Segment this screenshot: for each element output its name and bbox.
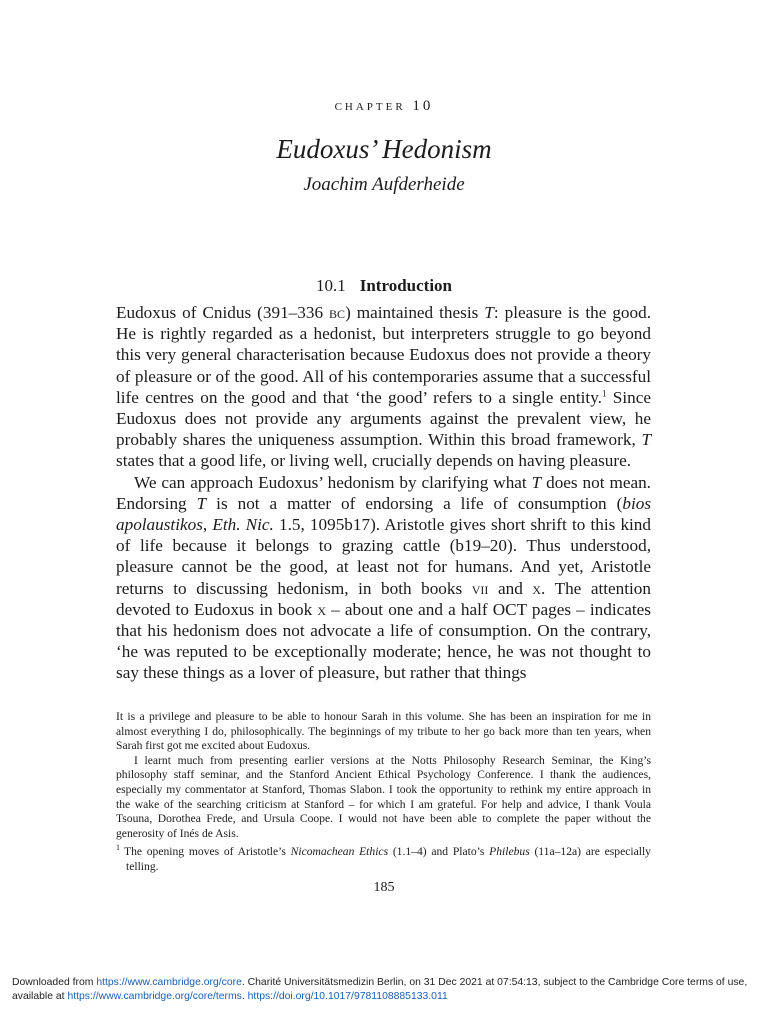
section-number: 10.1	[315, 276, 346, 295]
download-footer	[12, 976, 760, 1004]
footer-text: .	[241, 991, 248, 1002]
page-number: 185	[373, 880, 395, 895]
text-run: The opening moves of Aristotle’s	[124, 845, 291, 859]
thesis-t: T	[641, 430, 651, 450]
text-run: states that a good life, or living well, crucially depends on having pleasure.	[116, 451, 632, 471]
text-run: : pleasure is the good. He is rightly regarded as a hedonist, but interpreters struggle to go beyond this very general characterisation because Eudoxus does not provide a theory of pleasure or of the good. All of his contemporaries assume that a successful life centres on the good and that ‘the good’ refers to a single entity.	[116, 303, 651, 407]
text-run: Since Eudoxus does not provide any arguments against the prevalent view, he probably shares the uniqueness assumption. Within this broad framework,	[116, 387, 651, 450]
footnote-ref[interactable]: 1	[601, 388, 607, 399]
section-heading	[0, 276, 768, 296]
paragraph-1	[116, 302, 651, 472]
text-run: does not mean. Endorsing	[116, 472, 651, 513]
text-run: Philebus	[489, 845, 530, 859]
acknowledgement-1: It is a privilege and pleasure to be able to honour Sarah in this volume. She has been an inspiration for me in almost everything I do, philosophically. The beginnings of my tribute to her go back more than ten years, when Sarah first got me excited about Eudoxus.	[116, 710, 651, 753]
text-run: We can approach Eudoxus’ hedonism by clarifying what	[134, 472, 532, 492]
thesis-t: T	[196, 493, 207, 513]
body-text	[116, 302, 651, 684]
doi-link[interactable]: https://doi.org/10.1017/9781108885133.011	[247, 991, 448, 1002]
footer-text: . Charité Universitätsmedizin Berlin, on 31 Dec 2021 at 07:54:13, subject to the Cambridge Core terms of use, available at	[12, 977, 748, 1002]
text-run: – about one and a half OCT pages – indicates that his hedonism does not advocate a life of consumption. On the contrary, ‘he was reputed to be exceptionally moderate; hence, he was not thought to say these things as a lover of pleasure, but rather that things	[116, 599, 651, 683]
text-run: ,	[202, 515, 213, 535]
footnote-number: 1	[116, 843, 120, 853]
text-run: is not a matter of endorsing a life of consumption (	[206, 493, 623, 513]
chapter-label: chapter 10	[334, 98, 434, 114]
text-run: (1.1–4) and Plato’s	[388, 845, 490, 859]
chapter-author: Joachim Aufderheide	[303, 174, 465, 195]
text-run: ) maintained thesis	[345, 303, 485, 322]
section-title: Introduction	[359, 276, 452, 295]
text-run: bios apolaustikos	[116, 493, 652, 535]
terms-link[interactable]: https://www.cambridge.org/core/terms	[67, 991, 242, 1002]
cambridge-core-link[interactable]: https://www.cambridge.org/core	[96, 977, 242, 988]
text-run: (11a–12a) are especially telling.	[126, 845, 651, 873]
footnote-1	[116, 841, 651, 874]
text-run: and	[488, 578, 533, 598]
text-run: x	[532, 578, 542, 598]
text-run: bc	[329, 303, 346, 322]
text-run: Eudoxus of Cnidus (391–336	[116, 303, 330, 322]
text-run: vii	[471, 578, 489, 598]
acknowledgement-2: I learnt much from presenting earlier versions at the Notts Philosophy Research Seminar, the King’s philosophy staff seminar, and the Stanford Ancient Ethical Psychology Conference. I thank the audiences, especially my commentator at Stanford, Thomas Slabon. I took the opportunity to rethink my entire approach in the wake of the searching criticism at Stanford – for which I am grateful. For help and advice, I thank Voula Tsouna, Dorothea Frede, and Ursula Coope. I would not have been able to complete the paper without the generosity of Inés de Asis.	[116, 753, 651, 840]
thesis-t: T	[484, 303, 494, 322]
text-run: x	[317, 599, 327, 619]
thesis-t: T	[531, 472, 542, 492]
paragraph-2	[116, 472, 651, 684]
footnotes	[116, 710, 651, 874]
text-run: . The attention devoted to Eudoxus in book	[116, 578, 651, 619]
chapter-title: Eudoxus’ Hedonism	[276, 134, 492, 164]
text-run: Eth. Nic.	[212, 515, 274, 535]
text-run: Nicomachean Ethics	[290, 845, 389, 859]
footer-text: Downloaded from	[12, 977, 97, 988]
text-run: 1.5, 1095b17). Aristotle gives short shrift to this kind of life because it belongs to grazing cattle (b19–20). Thus understood, pleasure cannot be the good, at least not for humans. And yet, Aristotle returns to discussing hedonism, in both books	[116, 515, 651, 598]
